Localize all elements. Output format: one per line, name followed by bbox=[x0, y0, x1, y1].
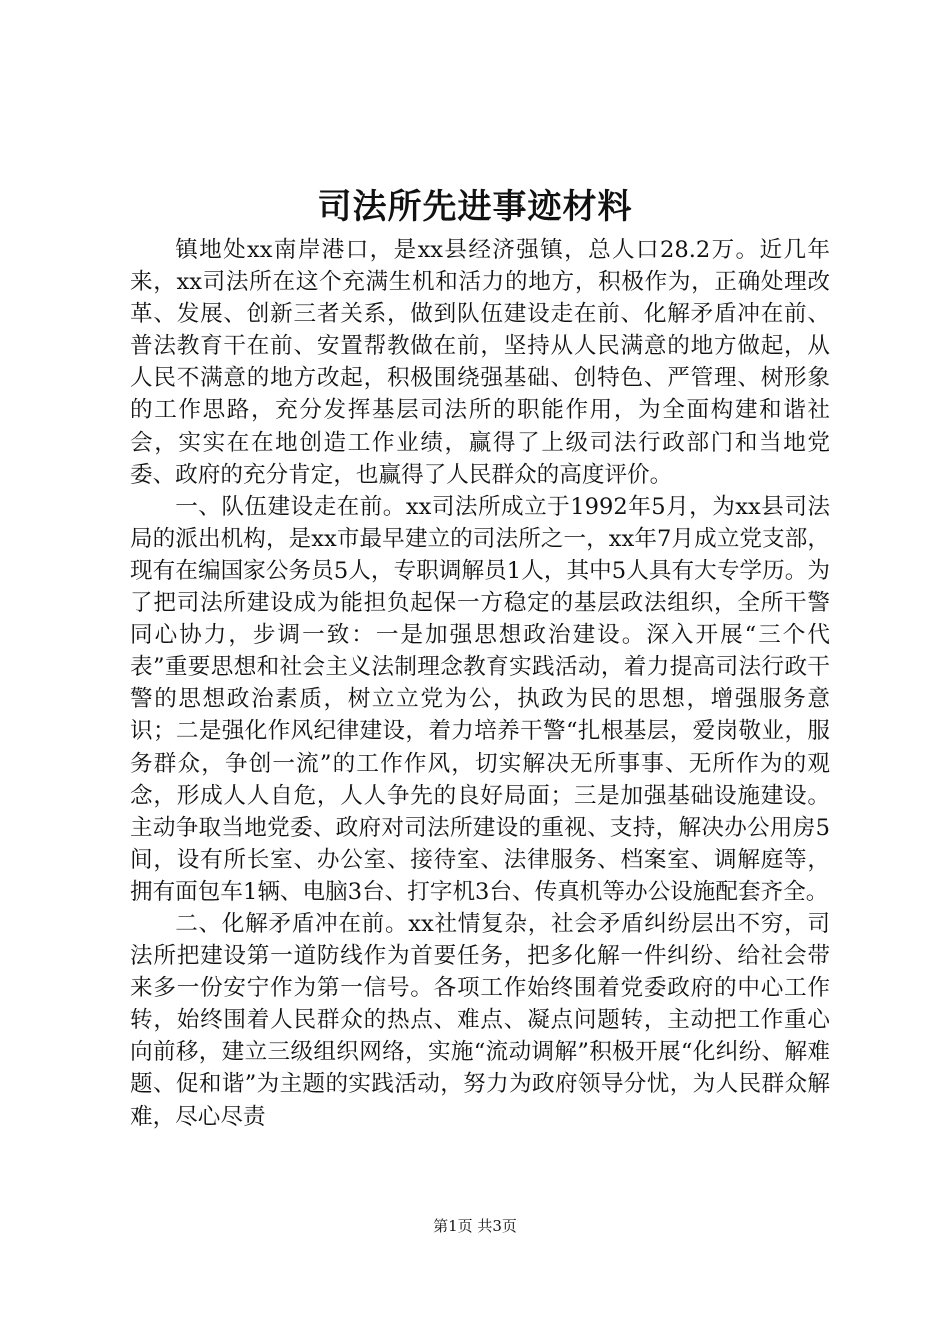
document-body bbox=[130, 234, 830, 1133]
document-title: 司法所先进事迹材料 bbox=[317, 187, 633, 227]
page-number-footer: 第1页 共3页 bbox=[433, 1217, 517, 1235]
paragraph-team-building: 一、队伍建设走在前。xx司法所成立于1992年5月，为xx县司法局的派出机构，是xx市最早建立的司法所之一，xx年7月成立党支部，现有在编国家公务员5人，专职调解员1人，其中5人具有大专学历。为了把司法所建设成为能担负起保一方稳定的基层政法组织，全所干警同心协力，步调一致：一是加强思想政治建设。深入开展“三个代表”重要思想和社会主义法制理念教育实践活动，着力提高司法行政干警的思想政治素质，树立立党为公，执政为民的思想，增强服务意识；二是强化作风纪律建设，着力培养干警“扎根基层，爱岗敬业，服务群众，争创一流”的工作作风，切实解决无所事事、无所作为的观念，形成人人自危，人人争先的良好局面；三是加强基础设施建设。主动争取当地党委、政府对司法所建设的重视、支持，解决办公用房5间，设有所长室、办公室、接待室、法律服务、档案室、调解庭等，拥有面包车1辆、电脑3台、打字机3台、传真机等办公设施配套齐全。 bbox=[130, 493, 830, 905]
paragraph-dispute-resolution: 二、化解矛盾冲在前。xx社情复杂，社会矛盾纠纷层出不穷，司法所把建设第一道防线作为首要任务，把多化解一件纠纷、给社会带来多一份安宁作为第一信号。各项工作始终围着党委政府的中心工作转，始终围着人民群众的热点、难点、凝点问题转，主动把工作重心向前移，建立三级组织网络，实施“流动调解”积极开展“化纠纷、解难题、促和谐”为主题的实践活动，努力为政府领导分忧，为人民群众解难，尽心尽责 bbox=[130, 910, 830, 1130]
paragraph-intro: 镇地处xx南岸港口，是xx县经济强镇，总人口28.2万。近几年来，xx司法所在这个充满生机和活力的地方，积极作为，正确处理改革、发展、创新三者关系，做到队伍建设走在前、化解矛盾冲在前、普法教育干在前、安置帮教做在前，坚持从人民满意的地方做起，从人民不满意的地方改起，积极围绕强基础、创特色、严管理、树形象的工作思路，充分发挥基层司法所的职能作用，为全面构建和谐社会，实实在在地创造工作业绩，赢得了上级司法行政部门和当地党委、政府的充分肯定，也赢得了人民群众的高度评价。 bbox=[130, 237, 830, 488]
